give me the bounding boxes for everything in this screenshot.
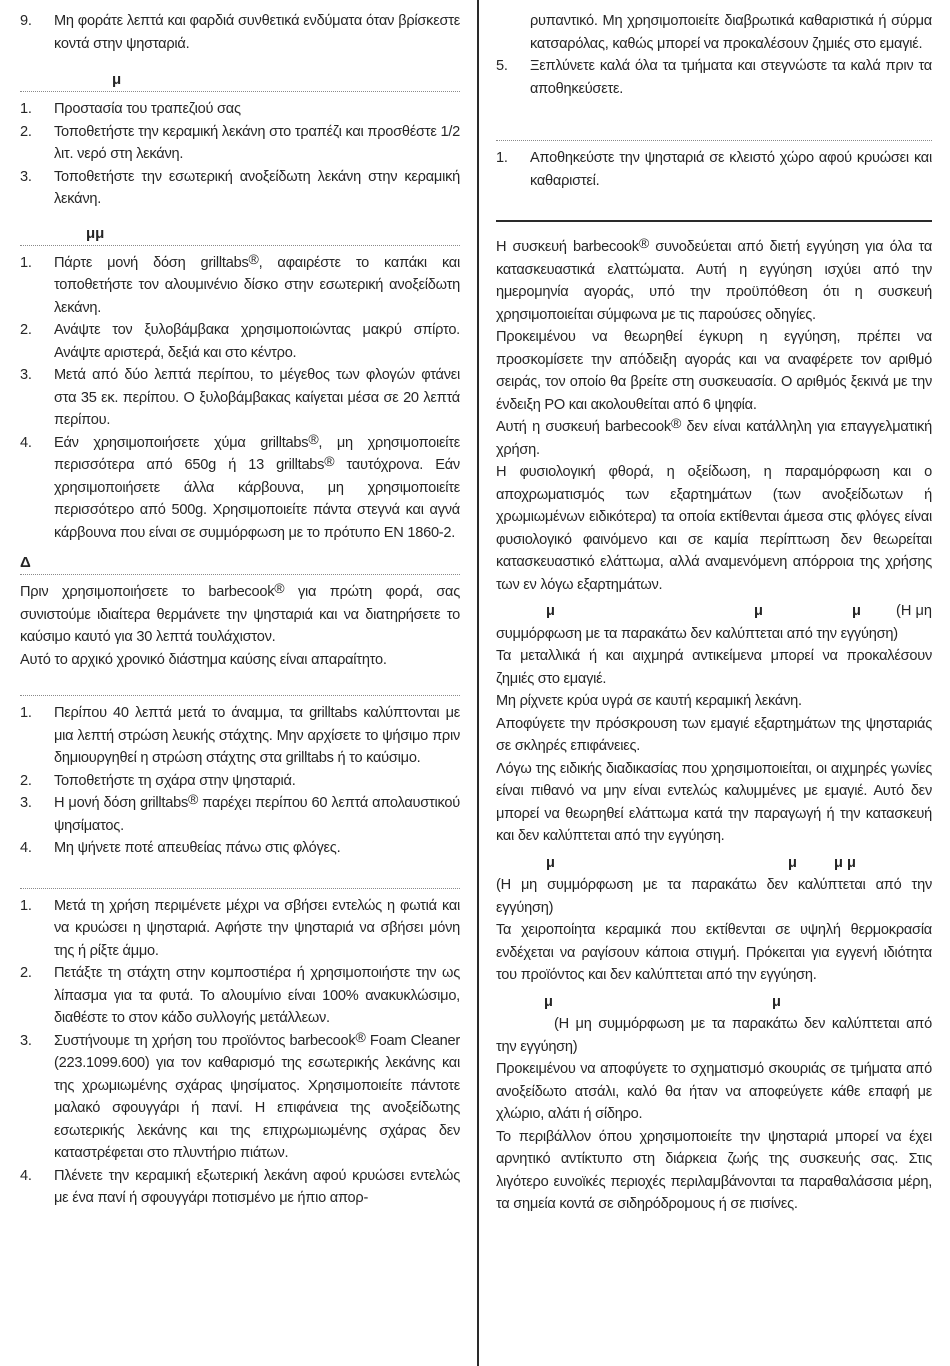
lighting-list (20, 252, 460, 545)
list-item (20, 895, 460, 963)
paragraph (20, 581, 460, 649)
item-number: 4. (20, 1167, 32, 1184)
cleaning-list (20, 895, 460, 1210)
item-text-end: Foam Cleaner (223.1099.600) για τον καθαρισμό της εσωτερικής λεκάνης και της χρωμιωμένης σχάρας ψησίματος. Χρησιμοποιείτε πάντοτε μαλακό σφουγγάρι ή πανί. Η επιφάνεια της ανοξείδωτης εσωτερικής λεκάνης και της επιχρωμιωμένης σχάρας δεν καταστρέφεται στο πλυντήριο πιάτων. (54, 1032, 460, 1161)
list-item (20, 121, 460, 166)
item-number: 5. (496, 58, 508, 74)
warranty-paragraph (496, 236, 932, 326)
item-number: 2. (20, 965, 32, 981)
warranty-paragraph: Μη ρίχνετε κρύα υγρά σε καυτή κεραμική λεκάνη. (496, 693, 802, 709)
item-number: 2. (20, 123, 32, 140)
item-text: Προστασία του τραπεζιού σας (54, 101, 241, 117)
item-number: 1. (20, 897, 32, 914)
section-rule (496, 220, 932, 222)
subheading-line (496, 852, 932, 875)
item-number: 9. (20, 13, 32, 29)
item-text: ρυπαντικό. Μη χρησιμοποιείτε διαβρωτικά καθαριστικά ή σύρμα κατσαρόλας, καθώς μπορεί να προκαλέσουν ζημιές στο εμαγιέ. (530, 13, 932, 52)
dotted-divider (20, 91, 460, 92)
item-text: Τοποθετήστε τη σχάρα στην ψησταριά. (54, 772, 296, 789)
subheading-fragment: μ (544, 993, 553, 1010)
list-item (20, 837, 460, 860)
list-item (20, 98, 460, 121)
item-text: Αποθηκεύστε την ψησταριά σε κλειστό χώρο αφού κρυώσει και καθαριστεί. (530, 150, 932, 189)
setup-list (20, 98, 460, 211)
item-text-start: Εάν χρησιμοποιήσετε χύμα grilltabs (54, 434, 309, 451)
item-text: Τοποθετήστε την εσωτερική ανοξείδωτη λεκάνη στην κεραμική λεκάνη. (54, 168, 460, 207)
list-item (20, 432, 460, 545)
dotted-divider (20, 574, 460, 575)
warranty-paragraph: συμμόρφωση με τα παρακάτω δεν καλύπτεται από την εγγύηση) (496, 625, 898, 642)
item-number: 3. (20, 367, 32, 383)
item-number: 1. (496, 150, 508, 166)
subheading-fragment: μ (772, 993, 781, 1010)
item-text: Μη ψήνετε ποτέ απευθείας πάνω στις φλόγες. (54, 840, 341, 856)
item-text-start: Η μονή δόση grilltabs (54, 795, 188, 811)
warranty-paragraph: (Η μη συμμόρφωση με τα παρακάτω δεν καλύπτεται από την εγγύηση) (496, 877, 932, 916)
subheading-line (496, 600, 932, 623)
item-text: Τοποθετήστε την κεραμική λεκάνη στο τραπέζι και προσθέστε 1/2 λιτ. νερό στη λεκάνη. (54, 123, 460, 162)
item-text-start: Πάρτε μονή δόση grilltabs (54, 254, 249, 271)
list-item (496, 55, 932, 100)
item-number: 1. (20, 705, 32, 721)
item-text: Μετά από δύο λεπτά περίπου, το μέγεθος των φλογών φτάνει στα 35 εκ. περίπου. Ο ξυλοβάμβακας καίγεται μέσα σε 20 λεπτά περίπου. (54, 367, 460, 428)
paragraph-text-start: Πριν χρησιμοποιήσετε το barbecook (20, 584, 275, 600)
item-text: Μη φοράτε λεπτά και φαρδιά συνθετικά ενδύματα όταν βρίσκεστε κοντά στην ψησταριά. (54, 13, 460, 52)
registered-mark: ® (355, 1028, 366, 1045)
section-heading: μμ (86, 224, 105, 242)
item-number: 3. (20, 1032, 32, 1049)
item-text-end: , αφαιρέστε το καπάκι και τοποθετήστε τον αλουμινένιο δίσκο στην εσωτερική ανοξείδωτη λεκάνη. (54, 254, 460, 316)
item-text: Πλένετε την κεραμική εξωτερική λεκάνη αφού κρυώσει εντελώς με ένα πανί ή σφουγγάρι ποτισμένο με ήπιο απορ- (54, 1167, 460, 1206)
registered-mark: ® (308, 430, 319, 447)
item-number: 2. (20, 772, 32, 789)
warranty-paragraph: Τα μεταλλικά ή και αιχμηρά αντικείμενα μπορεί να προκαλέσουν ζημιές στο εμαγιέ. (496, 648, 932, 687)
item-text: Ξεπλύνετε καλά όλα τα τμήματα και στεγνώστε τα καλά πριν τα αποθηκεύσετε. (530, 58, 932, 97)
list-item (20, 792, 460, 837)
list-item (20, 166, 460, 211)
item-number: 2. (20, 322, 32, 338)
list-item (20, 319, 460, 364)
warranty-paragraph: Λόγω της ειδικής διαδικασίας που χρησιμοποιείται, οι αιχμηρές γωνίες είναι πιθανό να μην είναι εντελώς καλυμμένες με εμαγιέ. Αυτό δεν μπορεί να θεωρηθεί ελάττωμα κατά την παραγωγή ή την κατασκευή και δεν καλύπτεται από την εγγύηση. (496, 760, 932, 844)
paragraph: Αυτό το αρχικό χρονικό διάστημα καύσης είναι απαραίτητο. (20, 651, 387, 668)
item-number: 4. (20, 434, 32, 451)
list-item (496, 147, 932, 192)
paragraph-text-start: Αυτή η συσκευή barbecook (496, 419, 671, 435)
subheading-line (496, 991, 932, 1014)
list-item (20, 962, 460, 1030)
subheading-fragment: μ μ (834, 854, 856, 871)
dotted-divider (20, 888, 460, 889)
warranty-paragraph: Αποφύγετε την πρόσκρουση των εμαγιέ εξαρτημάτων της ψησταριάς σε σκληρές επιφάνειες. (496, 715, 932, 754)
dotted-divider (20, 695, 460, 696)
item-number: 3. (20, 168, 32, 185)
list-item (20, 702, 460, 770)
item-text-middle: , μη χρησιμοποιείτε περισσότερα από 650g ή 13 grilltabs (54, 434, 460, 473)
registered-mark: ® (324, 453, 335, 469)
warranty-paragraph: Η φυσιολογική φθορά, η οξείδωση, η παραμόρφωση και ο αποχρωματισμός των εξαρτημάτων (των ανοξείδωτων ή χρωμιωμένων ειδικότερα) τα οποία εκτίθενται άμεσα στις φλόγες είναι φυσιολογικό φαινόμενο και σε καμία περίπτωση δεν θεωρείται κατασκευαστικό ελάττωμα, αλλά αναμενόμενη απόρροια της χρήσης των εν λόγω εξαρτημάτων. (496, 464, 932, 593)
subheading-tail: (Η μη (896, 603, 932, 619)
registered-mark: ® (670, 415, 682, 431)
dotted-divider (496, 140, 932, 141)
paragraph-text-end: δεν είναι κατάλληλη για επαγγελματική χρήση. (496, 419, 932, 458)
right-column (496, 10, 932, 1216)
warranty-paragraph: (Η μη συμμόρφωση με τα παρακάτω δεν καλύπτεται από την εγγύηση) (496, 1016, 932, 1055)
warranty-paragraph: Προκειμένου να θεωρηθεί έγκυρη η εγγύηση, πρέπει να προσκομίσετε την απόδειξη αγοράς και να αναφέρετε τον αριθμό σειράς, τον οποίο θα βρείτε στη συσκευασία. Ο αριθμός ξεκινά με την ένδειξη PO και ακολουθείται από 6 ψηφία. (496, 329, 932, 413)
paragraph-text-start: Η συσκευή barbecook (496, 239, 639, 255)
item-text: Πετάξτε τη στάχτη στην κομποστιέρα ή χρησιμοποιήστε την ως λίπασμα για τα φυτά. Το αλουμίνιο είναι 100% ανακυκλώσιμο, διαθέστε το στον κάδο συλλογής μετάλλεων. (54, 965, 460, 1026)
registered-mark: ® (274, 580, 285, 596)
item-text: Μετά τη χρήση περιμένετε μέχρι να σβήσει εντελώς η φωτιά και να κρυώσει η ψησταριά. Αφήστε την ψησταριά να σβήσει μόνη της ή ρίξτε άμμο. (54, 897, 460, 959)
warranty-paragraph: Τα χειροποίητα κεραμικά που εκτίθενται σε υψηλή θερμοκρασία ενδέχεται να ραγίσουν κάποια στιγμή. Πρόκειται για εγγενή ιδιότητα του προϊόντος και δεν καλύπτεται από την εγγύηση. (496, 922, 932, 983)
column-divider (477, 0, 479, 1366)
item-number: 1. (20, 254, 32, 271)
warranty-paragraph: Το περιβάλλον όπου χρησιμοποιείτε την ψησταριά μπορεί να έχει αρνητικό αντίκτυπο στη διάρκεια ζωής της συσκευής σας. Στις λιγότερο ευνοϊκές περιοχές περιλαμβάνονται τα παραθαλάσσια μέρη, τα σημεία κοντά σε σιδηρόδρομους ή σε πισίνες. (496, 1128, 932, 1212)
subheading-fragment: μ (754, 603, 763, 619)
item-number: 3. (20, 795, 32, 811)
item-text: Περίπου 40 λεπτά μετά το άναμμα, τα grilltabs καλύπτονται με μια λεπτή στρώση λευκής στάχτης. Μην αρχίσετε το ψήσιμο πριν δημιουργηθεί η στρώση στάχτης στα grilltabs ή το καύσιμο. (54, 705, 460, 766)
subheading-fragment: μ (852, 603, 861, 619)
list-item (20, 10, 460, 55)
left-column (20, 10, 460, 1210)
warranty-paragraph: Προκειμένου να αποφύγετε το σχηματισμό σκουριάς σε τμήματα από ανοξείδωτο ατσάλι, καλό θα ήταν να αποφεύγετε κάθε επαφή με χλώριο, αλάτι ή σίδηρο. (496, 1061, 932, 1122)
section-heading: Δ (20, 554, 31, 571)
dotted-divider (20, 245, 460, 246)
subheading-fragment: μ (546, 854, 555, 871)
section-heading: μ (112, 71, 122, 88)
grilling-list (20, 702, 460, 860)
item-text: Ανάψτε τον ξυλοβάμβακα χρησιμοποιώντας μακρύ σπίρτο. Ανάψτε αριστερά, δεξιά και στο κέντρο. (54, 322, 460, 361)
item-number: 4. (20, 840, 32, 856)
list-item-continued (496, 10, 932, 55)
list-item (20, 252, 460, 320)
paragraph-text-end: συνοδεύεται από διετή εγγύηση για όλα τα κατασκευαστικά ελαττώματα. Αυτή η εγγύηση ισχύει από την ημερομηνία αγοράς, υπό την προϋπόθεση ότι η συσκευή χρησιμοποιείται σύμφωνα με τις παρούσες οδηγίες. (496, 239, 933, 323)
item-text-start: Συστήνουμε τη χρήση του προϊόντος barbecook (54, 1032, 356, 1049)
registered-mark: ® (188, 791, 199, 807)
warranty-paragraph (496, 416, 932, 461)
item-number: 1. (20, 101, 32, 117)
list-item (20, 364, 460, 432)
registered-mark: ® (248, 250, 259, 267)
list-item (20, 770, 460, 793)
subheading-fragment: μ (788, 854, 797, 871)
subheading-fragment: μ (546, 603, 555, 619)
paragraph-text-end: για πρώτη φορά, σας συνιστούμε ιδιαίτερα θερμάνετε την ψησταριά και να διατηρήσετε το καύσιμο καυτό για 30 λεπτά τουλάχιστον. (20, 584, 460, 645)
item-text-end: ταυτόχρονα. Εάν χρησιμοποιήσετε άλλα κάρβουνα, μη χρησιμοποιείτε περισσότερο από 500g. Χρησιμοποιείτε πάντα στεγνά και αγνά κάρβουνα που είναι σε συμμόρφωση με το πρότυπο EN 1860-2. (54, 457, 460, 541)
list-item (20, 1165, 460, 1210)
registered-mark: ® (638, 235, 649, 251)
list-item (20, 1030, 460, 1165)
item-text-end: παρέχει περίπου 60 λεπτά απολαυστικού ψησίματος. (54, 795, 460, 834)
